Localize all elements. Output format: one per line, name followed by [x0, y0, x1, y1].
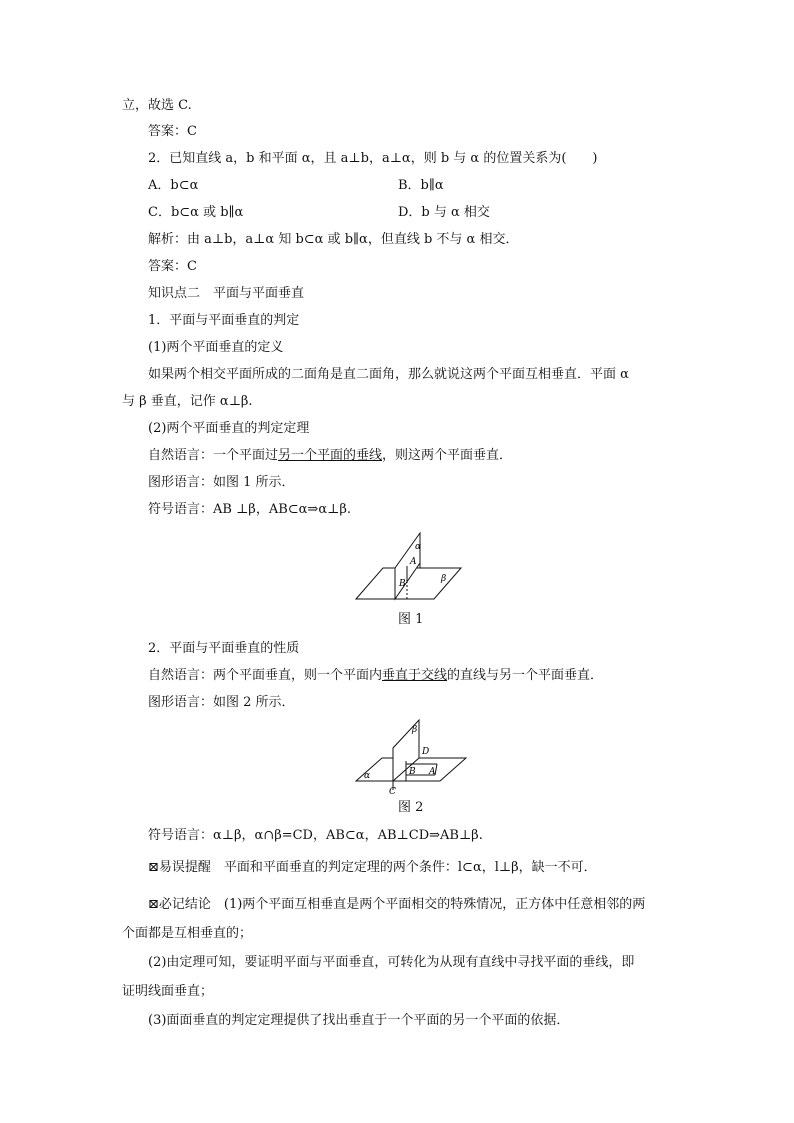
point-a-label: A: [429, 767, 436, 777]
reminder-line: ⊠易误提醒 平面和平面垂直的判定定理的两个条件：l⊂α，l⊥β，缺一不可．: [148, 860, 597, 875]
question-2: 2．已知直线 a，b 和平面 α，且 a⊥b，a⊥α，则 b 与 α 的位置关系为( ): [148, 151, 598, 166]
option-c: C．b⊂α 或 b∥α: [148, 205, 244, 220]
symbol-line: 符号语言：α⊥β，α∩β=CD，AB⊂α，AB⊥CD⇒AB⊥β.: [148, 828, 483, 843]
subsection-heading: 2．平面与平面垂直的性质: [148, 641, 300, 656]
text-line: 立，故选 C.: [122, 98, 192, 113]
text-line: (3)面面垂直的判定定理提供了找出垂直于一个平面的另一个平面的依据．: [148, 1013, 570, 1028]
point-d-label: D: [422, 747, 430, 757]
option-a: A．b⊂α: [148, 178, 199, 193]
text-line: 图形语言：如图 1 所示．: [148, 475, 295, 490]
text-fragment: 自然语言：两个平面垂直，则一个平面内: [148, 668, 383, 683]
point-b-label: B: [399, 579, 406, 589]
beta-label: β: [412, 725, 418, 735]
text-fragment: 的直线与另一个平面垂直．: [447, 668, 604, 683]
subsection-heading: 1．平面与平面垂直的判定: [148, 313, 300, 328]
text-line: 与 β 垂直，记作 α⊥β.: [122, 394, 253, 409]
text-line: 证明线面垂直；: [122, 984, 214, 999]
beta-label: β: [441, 574, 447, 584]
text-line: (2)两个平面垂直的判定定理: [148, 421, 310, 436]
text-fragment: 自然语言：一个平面过: [148, 448, 279, 463]
alpha-label: α: [415, 542, 422, 552]
section-heading: 知识点二 平面与平面垂直: [148, 286, 305, 301]
text-line: (1)两个平面垂直的定义: [148, 340, 284, 355]
conclusion-line: ⊠必记结论 (1)两个平面互相垂直是两个平面相交的特殊情况，正方体中任意相邻的两: [148, 897, 646, 912]
text-line: (2)由定理可知，要证明平面与平面垂直，可转化为从现有直线中寻找平面的垂线，即: [148, 955, 635, 970]
text-fragment: ，则这两个平面垂直．: [382, 448, 513, 463]
answer-line: 答案：C: [148, 124, 197, 139]
alpha-label: α: [364, 771, 371, 781]
answer-line: 答案：C: [148, 259, 197, 274]
analysis-line: 解析：由 a⊥b，a⊥α 知 b⊂α 或 b∥α，但直线 b 不与 α 相交．: [148, 232, 519, 247]
point-a-label: A: [410, 557, 417, 567]
text-line: 图形语言：如图 2 所示．: [148, 695, 295, 710]
point-c-label: C: [389, 787, 396, 796]
figure-2: [355, 718, 470, 796]
underlined-term: 另一个平面的垂线: [278, 448, 383, 463]
point-b-label: B: [409, 767, 416, 777]
option-d: D．b 与 α 相交: [398, 205, 490, 220]
natural-language-line: [148, 668, 603, 684]
text-line: 个面都是互相垂直的；: [122, 926, 253, 941]
symbol-line: 符号语言：AB ⊥β，AB⊂α⇒α⊥β.: [148, 502, 351, 517]
underlined-term: 垂直于交线: [382, 668, 448, 683]
option-b: B．b∥α: [398, 178, 444, 193]
natural-language-line: [148, 448, 512, 464]
figure-1-caption: 图 1: [398, 612, 424, 627]
figure-2-caption: 图 2: [398, 800, 424, 815]
text-line: 如果两个相交平面所成的二面角是直二面角，那么就说这两个平面互相垂直．平面 α: [148, 367, 629, 382]
figure-1: [355, 530, 465, 602]
